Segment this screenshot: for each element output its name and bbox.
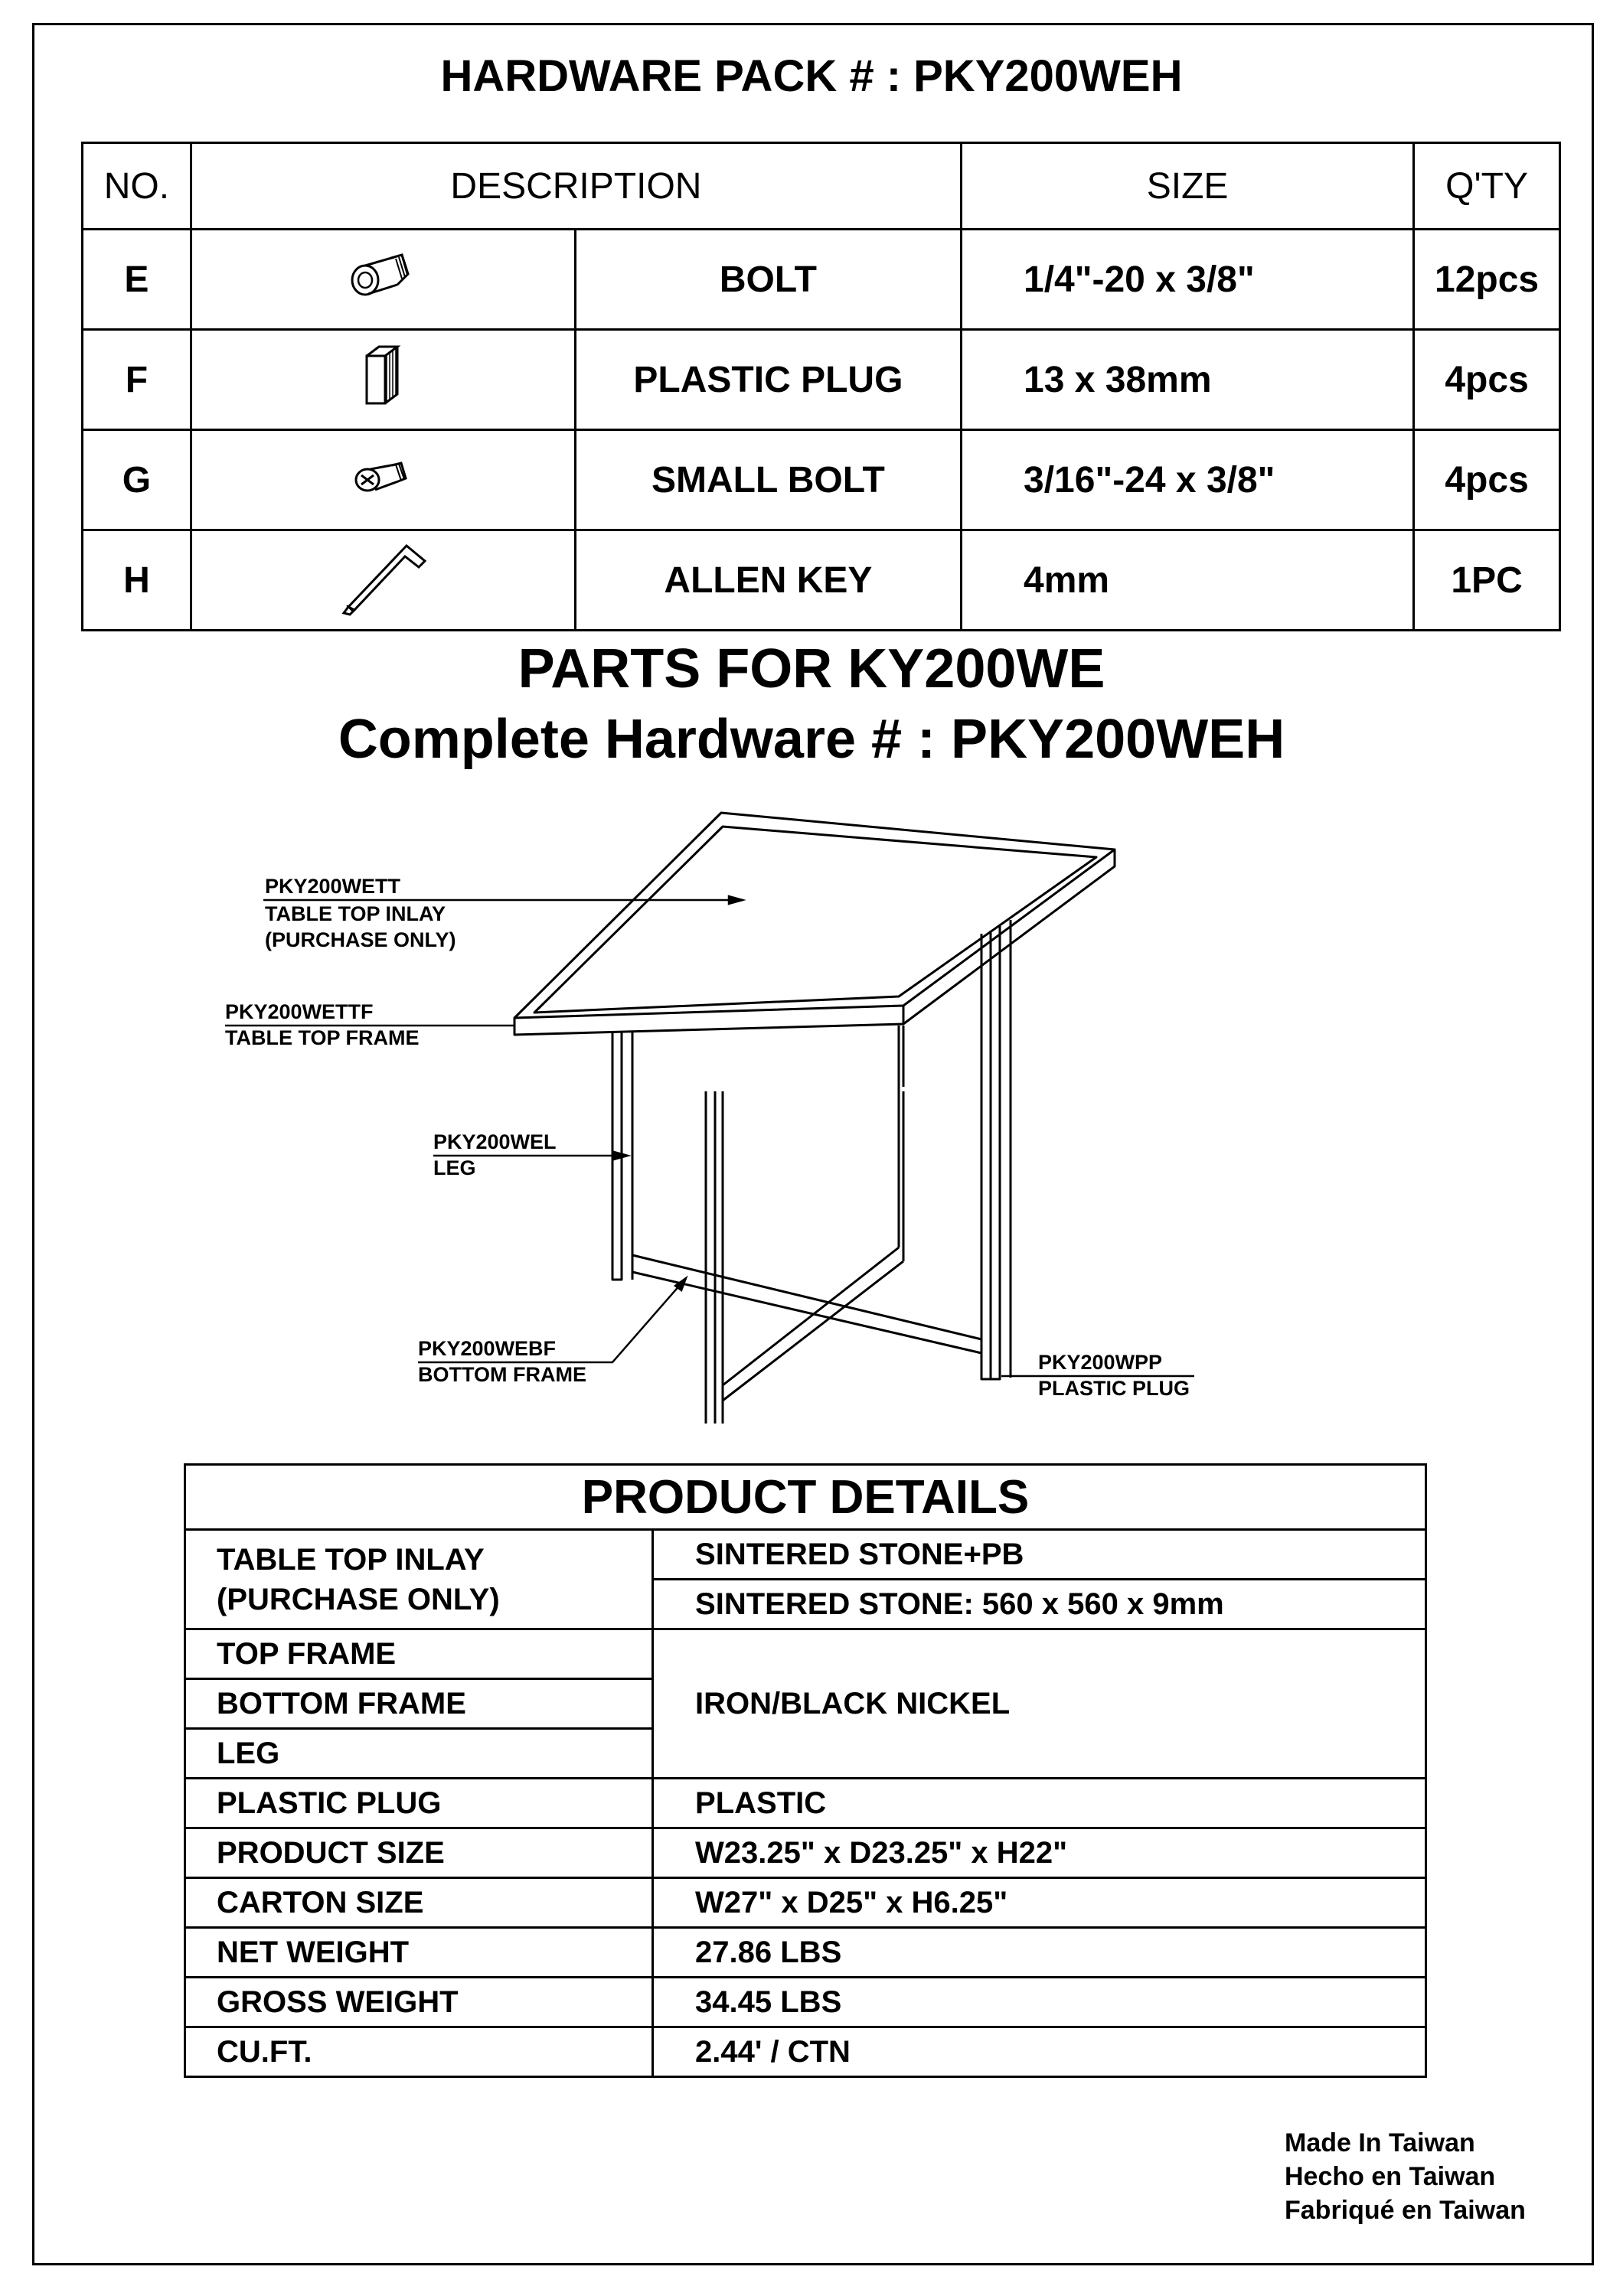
- header-size: SIZE: [962, 143, 1414, 230]
- origin-es: Hecho en Taiwan: [1285, 2162, 1496, 2191]
- details-row: [185, 2027, 1426, 2077]
- details-value: W23.25" x D23.25" x H22": [653, 1828, 1426, 1878]
- details-value: 34.45 LBS: [653, 1978, 1426, 2027]
- row-no: E: [83, 230, 191, 330]
- row-size: 3/16"-24 x 3/8": [962, 430, 1414, 530]
- table-diagram: [0, 796, 1623, 1424]
- header-description: DESCRIPTION: [191, 143, 961, 230]
- leg: [981, 926, 1000, 1379]
- small-bolt-icon: [352, 452, 413, 498]
- details-label: GROSS WEIGHT: [185, 1978, 653, 2027]
- inlay-label-line2: (PURCHASE ONLY): [217, 1582, 500, 1616]
- details-label: PLASTIC PLUG: [185, 1779, 653, 1828]
- details-value: 27.86 LBS: [653, 1928, 1426, 1978]
- row-name: PLASTIC PLUG: [575, 330, 961, 430]
- details-row: [185, 1878, 1426, 1928]
- hardware-row: [83, 530, 1560, 631]
- details-value: PLASTIC: [653, 1779, 1426, 1828]
- row-qty: 1PC: [1414, 530, 1560, 631]
- hardware-row: [83, 230, 1560, 330]
- bottom-frame: [632, 1091, 981, 1401]
- details-row: [185, 1828, 1426, 1878]
- leg: [899, 1026, 903, 1091]
- product-details-title: PRODUCT DETAILS: [185, 1465, 1426, 1530]
- details-label: PRODUCT SIZE: [185, 1828, 653, 1878]
- row-qty: 4pcs: [1414, 430, 1560, 530]
- row-no: H: [83, 530, 191, 631]
- label-bottom-frame-code: PKY200WEBF: [418, 1337, 557, 1360]
- details-row: [185, 1530, 1426, 1580]
- row-name: SMALL BOLT: [575, 430, 961, 530]
- parts-title: PARTS FOR KY200WE: [518, 638, 1105, 700]
- leg-label: LEG: [185, 1729, 653, 1779]
- bottom-frame-label: BOTTOM FRAME: [185, 1679, 653, 1729]
- row-size: 1/4"-20 x 3/8": [962, 230, 1414, 330]
- row-name: BOLT: [575, 230, 961, 330]
- allen-key-icon: [333, 533, 433, 618]
- product-details-table: [184, 1463, 1427, 2078]
- row-qty: 12pcs: [1414, 230, 1560, 330]
- row-image: [191, 330, 575, 430]
- details-label: CU.FT.: [185, 2027, 653, 2077]
- inlay-value-1: SINTERED STONE+PB: [653, 1530, 1426, 1580]
- label-leg-name: LEG: [433, 1156, 476, 1179]
- label-plug-code: PKY200WPP: [1038, 1351, 1163, 1374]
- inlay-label-line1: TABLE TOP INLAY: [217, 1542, 485, 1577]
- origin-block: [1285, 2126, 1526, 2227]
- label-leg-code: PKY200WEL: [433, 1130, 557, 1153]
- label-top-inlay-name: TABLE TOP INLAY: [265, 902, 446, 925]
- hardware-pack-title: HARDWARE PACK # : PKY200WEH: [440, 51, 1183, 101]
- details-row: [185, 1629, 1426, 1679]
- inlay-label: [185, 1530, 653, 1629]
- details-value: W27" x D25" x H6.25": [653, 1878, 1426, 1928]
- row-image: [191, 430, 575, 530]
- row-size: 4mm: [962, 530, 1414, 631]
- row-name: ALLEN KEY: [575, 530, 961, 631]
- product-details-title-row: [185, 1465, 1426, 1530]
- top-frame-label: TOP FRAME: [185, 1629, 653, 1679]
- complete-hardware-title: Complete Hardware # : PKY200WEH: [338, 709, 1285, 770]
- details-label: NET WEIGHT: [185, 1928, 653, 1978]
- table-top-outline: [514, 813, 1115, 1018]
- table-top-inlay: [534, 827, 1096, 1013]
- header-no: NO.: [83, 143, 191, 230]
- bolt-icon: [348, 248, 417, 302]
- hardware-table: [81, 142, 1561, 631]
- leg: [706, 1091, 723, 1424]
- hardware-table-header: [83, 143, 1560, 230]
- details-row: [185, 1978, 1426, 2027]
- inlay-value-2: SINTERED STONE: 560 x 560 x 9mm: [653, 1580, 1426, 1629]
- row-size: 13 x 38mm: [962, 330, 1414, 430]
- hardware-row: [83, 430, 1560, 530]
- row-image: [191, 230, 575, 330]
- row-no: F: [83, 330, 191, 430]
- label-bottom-frame-name: BOTTOM FRAME: [418, 1363, 586, 1386]
- header-qty: Q'TY: [1414, 143, 1560, 230]
- origin-fr: Fabriqué en Taiwan: [1285, 2196, 1526, 2225]
- details-row: [185, 1779, 1426, 1828]
- label-plug-name: PLASTIC PLUG: [1038, 1377, 1190, 1400]
- label-top-inlay-code: PKY200WETT: [265, 875, 401, 898]
- label-top-frame-code: PKY200WETTF: [225, 1000, 374, 1023]
- hardware-row: [83, 330, 1560, 430]
- row-qty: 4pcs: [1414, 330, 1560, 430]
- row-image: [191, 530, 575, 631]
- row-no: G: [83, 430, 191, 530]
- details-row: [185, 1928, 1426, 1978]
- details-value: 2.44' / CTN: [653, 2027, 1426, 2077]
- details-label: CARTON SIZE: [185, 1878, 653, 1928]
- frame-material-value: IRON/BLACK NICKEL: [653, 1629, 1426, 1779]
- label-top-frame-name: TABLE TOP FRAME: [225, 1026, 420, 1049]
- origin-en: Made In Taiwan: [1285, 2128, 1475, 2157]
- label-top-inlay-note: (PURCHASE ONLY): [265, 928, 456, 951]
- plastic-plug-icon: [356, 341, 410, 409]
